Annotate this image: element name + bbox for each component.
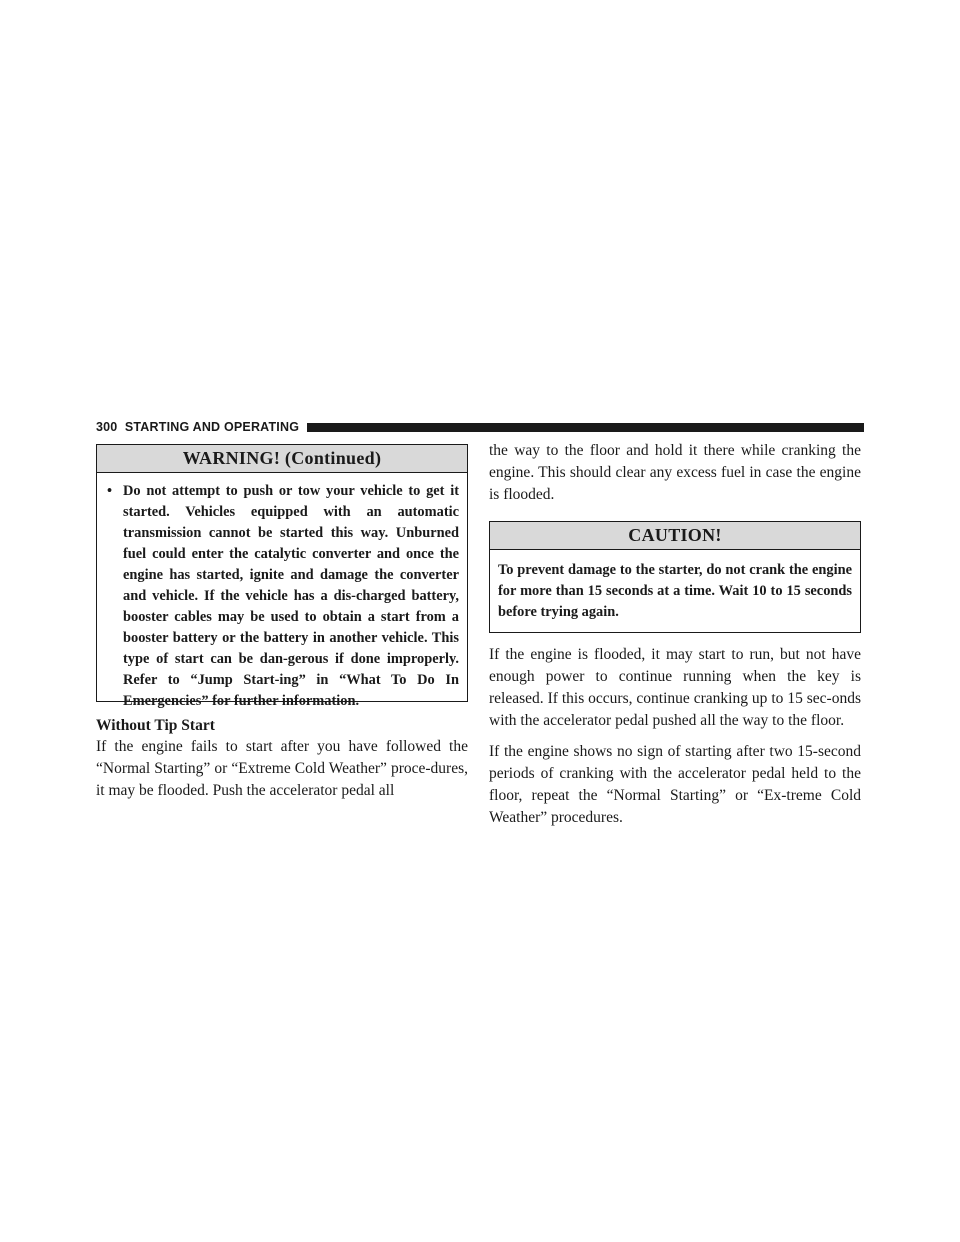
section-title: STARTING AND OPERATING: [124, 420, 300, 434]
right-column: [489, 440, 861, 829]
warning-bullet-item: [105, 481, 459, 712]
caution-text: To prevent damage to the starter, do not crank the engine for more than 15 seconds at a time. Wait 10 to 15 seconds before trying again.: [498, 562, 852, 620]
body-paragraph: If the engine shows no sign of starting after two 15-second periods of cranking with the accelerator pedal held to the floor, repeat the “Normal Starting” or “Ex-treme Cold Weather” procedures.: [489, 743, 861, 826]
caution-box: [489, 521, 861, 633]
warning-body: [97, 473, 467, 721]
body-paragraph: If the engine fails to start after you have followed the “Normal Starting” or “Extreme Cold Weather” proce-dures, it may be flooded. Push the accelerator pedal all: [96, 738, 468, 799]
header-rule: [307, 423, 864, 432]
page-header: [96, 418, 864, 436]
page-number: 300: [96, 420, 118, 434]
page-header-label: [96, 420, 299, 434]
warning-box: [96, 444, 468, 709]
body-paragraph: the way to the floor and hold it there while cranking the engine. This should clear any excess fuel in case the engine is flooded.: [489, 442, 861, 503]
section-subheading: Without Tip Start: [96, 717, 215, 734]
bullet-icon: •: [107, 483, 113, 499]
caution-title: CAUTION!: [490, 522, 860, 550]
caution-body: [490, 550, 860, 632]
body-paragraph: If the engine is flooded, it may start to run, but not have enough power to continue running when the key is released. If this occurs, continue cranking up to 15 sec-onds with the accelerator pedal pushed all the way to the floor.: [489, 646, 861, 729]
warning-title: WARNING! (Continued): [97, 445, 467, 473]
warning-text: Do not attempt to push or tow your vehicle to get it started. Vehicles equipped with an automatic transmission cannot be started this way. Unburned fuel could enter the catalytic converter and once the engine has started, ignite and damage the converter and vehicle. If the vehicle has a dis-charged battery, booster cables may be used to obtain a start from a booster battery or the battery in another vehicle. This type of start can be dan-gerous if done improperly. Refer to “Jump Start-ing” in “What To Do In Emergencies” for further information.: [123, 483, 459, 709]
left-column: [96, 444, 468, 802]
